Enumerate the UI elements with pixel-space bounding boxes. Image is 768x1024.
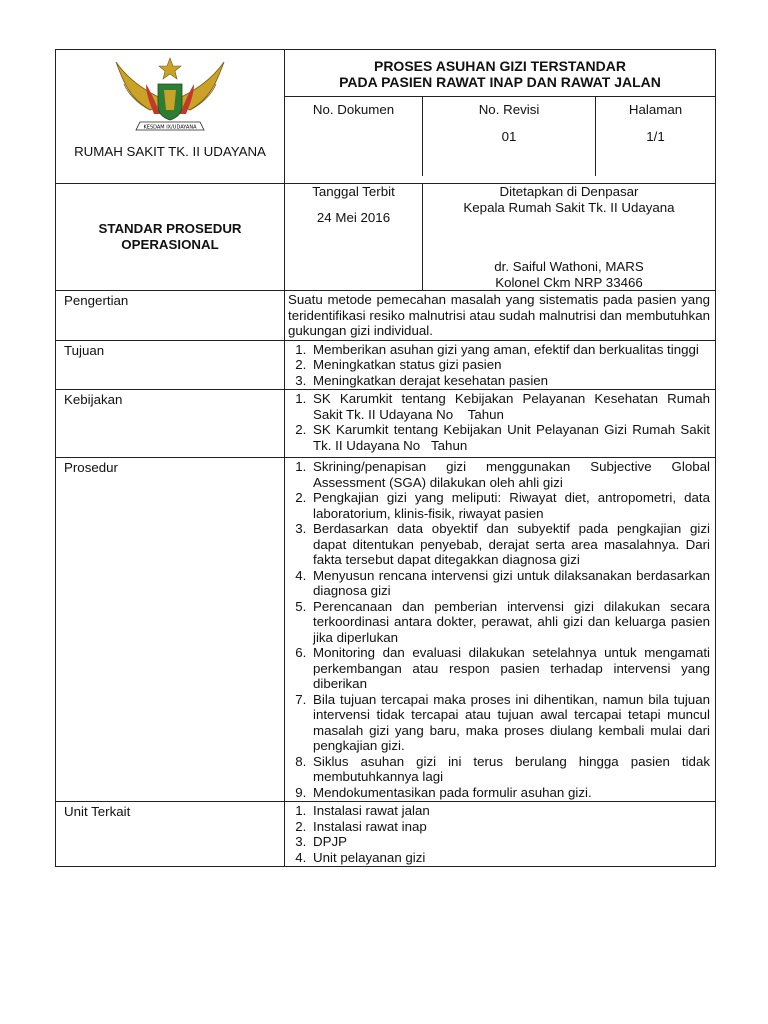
- list-item: 3. Berdasarkan data obyektif dan subyektif pada pengkajian gizi dapat ditentukan penyebab, derajat serta area masalahnya. Dari fakta tersebut dapat ditegakkan diagnosa gizi: [310, 521, 710, 568]
- list-item: 2. Pengkajian gizi yang meliputi: Riwayat diet, antropometri, data laboratorium, klinis-fisik, riwayat pasien: [310, 490, 710, 521]
- list-item: 2. Instalasi rawat inap: [310, 819, 710, 835]
- list-item: 5. Perencanaan dan pemberian intervensi gizi dilakukan secara terkoordinasi antara dokter, perawat, ahli gizi dan keluarga pasien jika diperlukan: [310, 599, 710, 646]
- signer-name: dr. Saiful Wathoni, MARS: [494, 259, 644, 274]
- hospital-emblem-icon: [110, 54, 230, 144]
- doc-number-cell: No. Dokumen: [285, 97, 423, 177]
- signer-rank: Kolonel Ckm NRP 33466: [495, 274, 643, 290]
- kebijakan-content: [285, 390, 716, 458]
- approval-cell: Ditetapkan di Denpasar Kepala Rumah Sakit Tk. II Udayana dr. Saiful Wathoni, MARS Kolonel Ckm NRP 33466: [423, 184, 716, 290]
- list-item: 4. Unit pelayanan gizi: [310, 850, 710, 866]
- list-item: 1. Memberikan asuhan gizi yang aman, efektif dan berkualitas tinggi: [310, 342, 710, 358]
- revision-cell: No. Revisi 01: [423, 97, 596, 177]
- unit-terkait-list: [288, 803, 710, 865]
- document-meta: [285, 96, 715, 176]
- list-item: 9. Mendokumentasikan pada formulir asuhan gizi.: [310, 785, 710, 801]
- prosedur-label: Prosedur: [56, 458, 285, 802]
- kebijakan-label: Kebijakan: [56, 390, 285, 458]
- list-item: 2. Meningkatkan status gizi pasien: [310, 357, 710, 373]
- sop-approval: [285, 184, 715, 290]
- sop-table: [55, 49, 716, 867]
- sop-title-cell: [56, 184, 285, 291]
- list-item: 1. Instalasi rawat jalan: [310, 803, 710, 819]
- unit-terkait-label: Unit Terkait: [56, 802, 285, 867]
- tujuan-content: [285, 340, 716, 390]
- pengertian-label: Pengertian: [56, 291, 285, 341]
- issue-date-cell: Tanggal Terbit 24 Mei 2016: [285, 184, 423, 290]
- list-item: 3. DPJP: [310, 834, 710, 850]
- svg-text:KESDAM IX/UDAYANA: KESDAM IX/UDAYANA: [143, 124, 197, 131]
- unit-terkait-content: [285, 802, 716, 867]
- hospital-name: RUMAH SAKIT TK. II UDAYANA: [74, 143, 266, 159]
- sop-title: STANDAR PROSEDUR OPERASIONAL: [98, 221, 242, 252]
- pengertian-text: Suatu metode pemecahan masalah yang sistematis pada pasien yang teridentifikasi resiko malnutrisi atau sudah malnutrisi dan membutuhkan gukungan gizi individual.: [285, 291, 716, 341]
- document-title: PROSES ASUHAN GIZI TERSTANDAR PADA PASIEN RAWAT INAP DAN RAWAT JALAN: [339, 58, 661, 90]
- sop-document: [55, 49, 715, 867]
- prosedur-list: [288, 459, 710, 800]
- tujuan-list: [288, 342, 710, 389]
- list-item: 1. SK Karumkit tentang Kebijakan Pelayanan Kesehatan Rumah Sakit Tk. II Udayana No Tahun: [310, 391, 710, 422]
- sop-approval-cell: [285, 184, 716, 291]
- list-item: 3. Meningkatkan derajat kesehatan pasien: [310, 373, 710, 389]
- prosedur-content: [285, 458, 716, 802]
- page-cell: Halaman 1/1: [596, 97, 716, 177]
- list-item: 6. Monitoring dan evaluasi dilakukan setelahnya untuk mengamati perkembangan atau respon pasien terhadap intervensi yang diberikan: [310, 645, 710, 692]
- tujuan-label: Tujuan: [56, 340, 285, 390]
- kebijakan-list: [288, 391, 714, 453]
- list-item: 1. Skrining/penapisan gizi menggunakan Subjective Global Assessment (SGA) dilakukan oleh ahli gizi: [310, 459, 710, 490]
- list-item: 4. Menyusun rencana intervensi gizi untuk dilaksanakan berdasarkan diagnosa gizi: [310, 568, 710, 599]
- list-item: 7. Bila tujuan tercapai maka proses ini dihentikan, namun bila tujuan intervensi tidak tercapai atau tujuan awal tercapai tetapi muncul masalah gizi yang baru, maka proses diulang kembali mulai dari pengkajian gizi.: [310, 692, 710, 754]
- list-item: 8. Siklus asuhan gizi ini terus berulang hingga pasien tidak membutuhkannya lagi: [310, 754, 710, 785]
- list-item: 2. SK Karumkit tentang Kebijakan Unit Pelayanan Gizi Rumah Sakit Tk. II Udayana No Tahun: [310, 422, 710, 453]
- hospital-identity-cell: [56, 50, 285, 184]
- document-title-cell: [285, 50, 716, 184]
